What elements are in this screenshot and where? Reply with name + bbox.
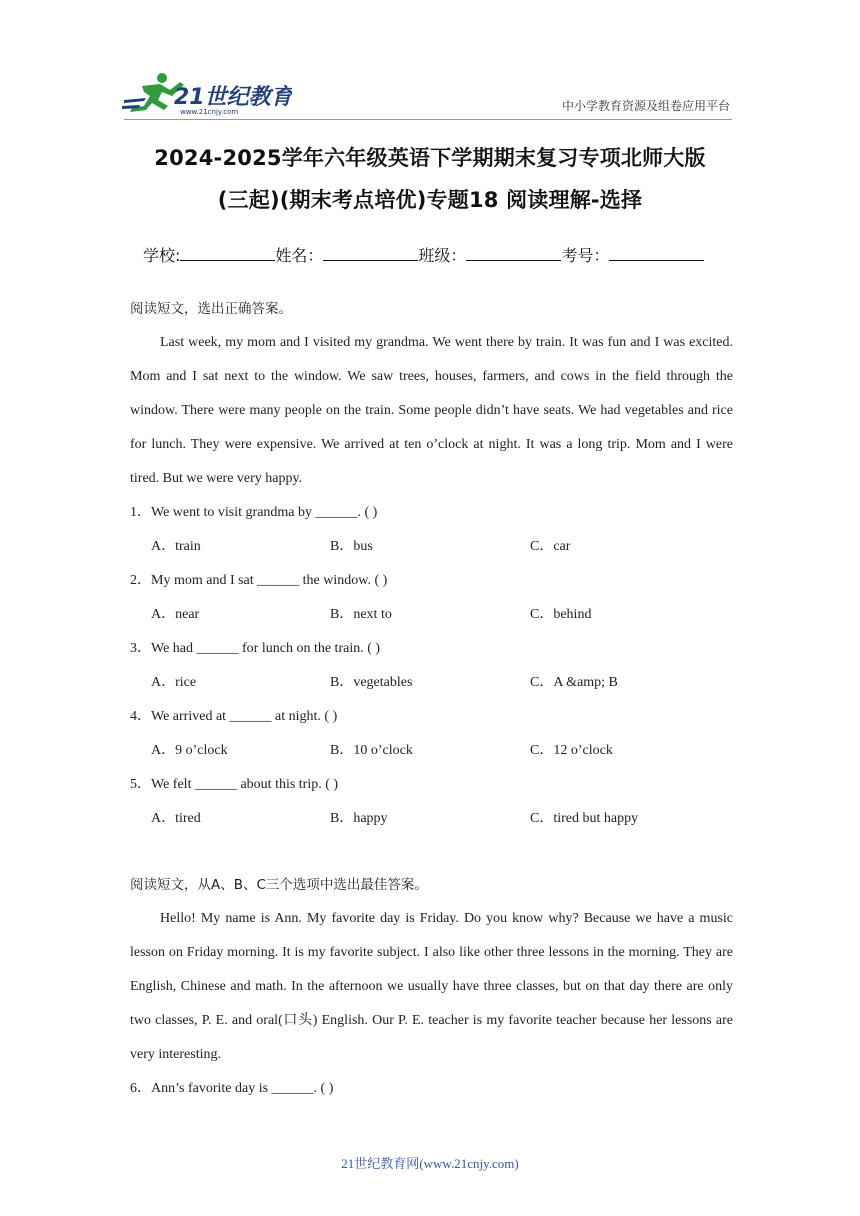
q2-option-c: C．behind	[530, 607, 592, 622]
q2-option-b: B．next to	[330, 607, 392, 622]
header-divider	[124, 119, 732, 120]
runner-logo-icon	[122, 70, 292, 116]
logo-text: 21世纪教育	[174, 85, 292, 110]
section2-instruction: 阅读短文，从A、B、C三个选项中选出最佳答案。	[130, 877, 428, 893]
school-label: 学校:	[143, 246, 181, 265]
question-6: 6．Ann’s favorite day is ______. ( )	[130, 1081, 334, 1096]
question-2-options	[130, 598, 733, 632]
question-4-options	[130, 734, 733, 768]
question-5-options	[130, 802, 733, 836]
page-header	[0, 0, 860, 120]
name-blank	[323, 246, 418, 261]
q3-option-b: B．vegetables	[330, 675, 413, 690]
number-label: 考号：	[561, 246, 610, 265]
number-blank	[609, 246, 704, 261]
section1-instruction: 阅读短文，选出正确答案。	[130, 301, 292, 317]
question-3-options	[130, 666, 733, 700]
q5-option-a: A．tired	[151, 811, 201, 826]
name-label: 姓名：	[275, 246, 324, 265]
class-label: 班级：	[418, 246, 467, 265]
q1-option-a: A．train	[151, 539, 201, 554]
q2-option-a: A．near	[151, 607, 200, 622]
student-info-row	[143, 243, 704, 266]
document-body	[130, 292, 733, 1106]
q4-option-a: A．9 o’clock	[151, 743, 228, 758]
q3-option-c: C．A &amp; B	[530, 675, 618, 690]
q5-option-c: C．tired but happy	[530, 811, 639, 826]
question-1: 1．We went to visit grandma by ______. ( )	[130, 505, 378, 520]
platform-text: 中小学教育资源及组卷应用平台	[561, 99, 730, 113]
section-gap	[130, 836, 733, 868]
page-title-line1: 2024-2025学年六年级英语下学期期末复习专项北师大版	[154, 146, 706, 170]
section1-passage: Last week, my mom and I visited my grandma. We went there by train. It was fun and I was excited. Mom and I sat next to the window. We saw trees, houses, farmers, and cows in the field through the window. There were many people on the train. Some people didn’t have seats. We had vegetables and rice for lunch. They were expensive. We arrived at ten o’clock at night. It was a long trip. Mom and I were tired. But we were very happy.	[130, 335, 733, 486]
question-1-options	[130, 530, 733, 564]
section2-passage: Hello! My name is Ann. My favorite day is Friday. Do you know why? Because we have a music lesson on Friday morning. It is my favorite subject. I also like other three lessons in the morning. They are English, Chinese and math. In the afternoon we usually have three classes, but on that day there are only two classes, P. E. and oral(口头) English. Our P. E. teacher is my favorite teacher because her lessons are very interesting.	[130, 911, 733, 1062]
page-title-line2: (三起)(期末考点培优)专题18 阅读理解-选择	[217, 188, 643, 212]
q4-option-b: B．10 o’clock	[330, 743, 413, 758]
question-5: 5．We felt ______ about this trip. ( )	[130, 777, 339, 792]
q3-option-a: A．rice	[151, 675, 197, 690]
q1-option-c: C．car	[530, 539, 571, 554]
class-blank	[466, 246, 561, 261]
question-2: 2．My mom and I sat ______ the window. ( )	[130, 573, 388, 588]
q5-option-b: B．happy	[330, 811, 388, 826]
school-blank	[180, 246, 275, 261]
q4-option-c: C．12 o’clock	[530, 743, 613, 758]
logo	[122, 70, 292, 116]
q1-option-b: B．bus	[330, 539, 373, 554]
logo-url: www.21cnjy.com	[180, 108, 239, 116]
page-footer: 21世纪教育网(www.21cnjy.com)	[341, 1156, 519, 1171]
question-3: 3．We had ______ for lunch on the train. ( )	[130, 641, 381, 656]
question-4: 4．We arrived at ______ at night. ( )	[130, 709, 338, 724]
